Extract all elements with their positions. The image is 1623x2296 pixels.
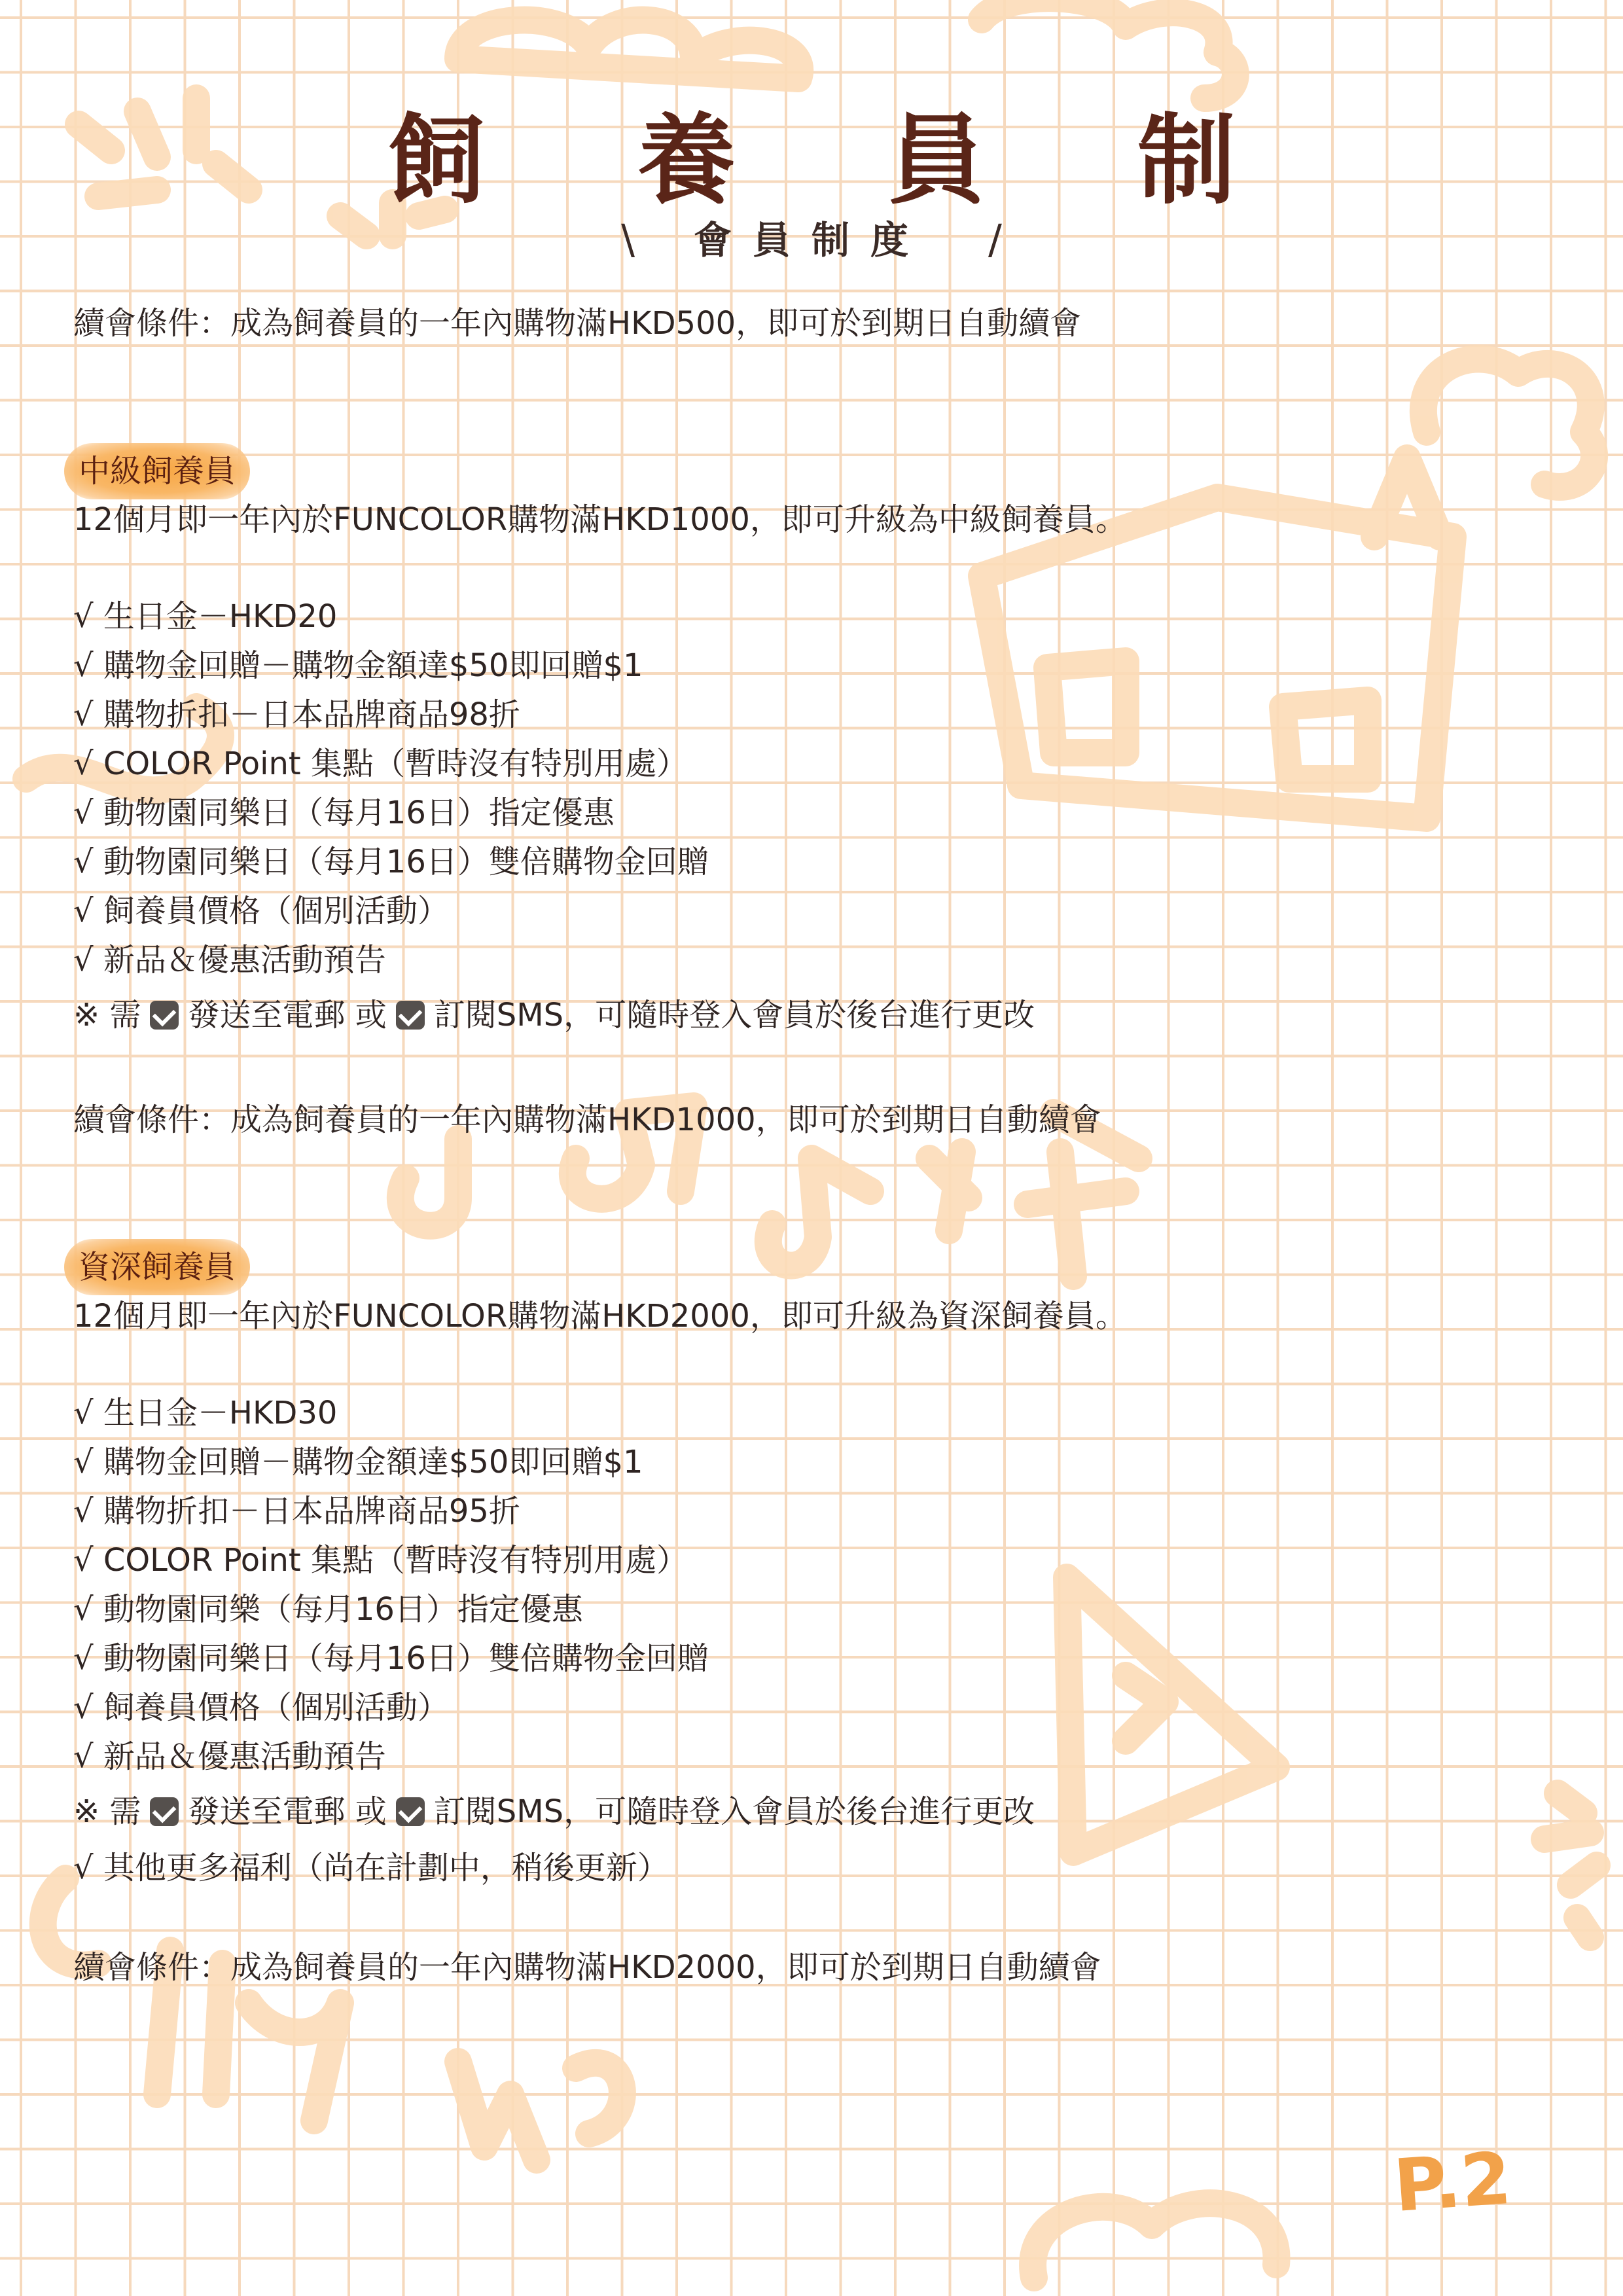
benefit-item: √ 飼養員價格（個別活動） — [73, 1689, 449, 1726]
subtitle-right-slash: / — [988, 215, 1002, 263]
benefit-item: √ 動物園同樂日（每月16日）雙倍購物金回贈 — [73, 844, 709, 880]
subtitle-left-slash: \ — [621, 215, 635, 263]
cloud-doodle — [458, 20, 800, 79]
benefit-item: √ COLOR Point 集點（暫時沒有特別用處） — [73, 745, 688, 782]
benefit-item: √ 動物園同樂日（每月16日）指定優惠 — [73, 795, 615, 831]
benefit-item: √ 動物園同樂日（每月16日）雙倍購物金回贈 — [73, 1640, 709, 1677]
triangle-doodle — [1067, 1577, 1276, 1852]
benefit-item: √ 飼養員價格（個別活動） — [73, 893, 449, 929]
benefit-item: √ 購物折扣－日本品牌商品95折 — [73, 1493, 520, 1530]
benefit-item: √ 購物金回贈－購物金額達$50即回贈$1 — [73, 647, 643, 684]
checkbox-checked-icon — [396, 1797, 425, 1826]
sparkle-doodle — [1544, 1793, 1597, 1937]
tier-upgrade-text: 12個月即一年內於FUNCOLOR購物滿HKD2000，即可升級為資深飼養員。 — [73, 1298, 1127, 1335]
tier-renewal-text: 續會條件：成為飼養員的一年內購物滿HKD2000，即可於到期日自動續會 — [73, 1949, 1101, 1986]
note-prefix: ※ 需 — [73, 997, 141, 1033]
benefit-item: √ 新品＆優惠活動預告 — [73, 1738, 386, 1775]
page-number: P.2 — [1391, 2136, 1514, 2229]
subscription-note — [73, 999, 1035, 1031]
checkbox-checked-icon — [150, 1001, 179, 1030]
subscription-note — [73, 1793, 1035, 1830]
cloud-doodle — [1423, 359, 1594, 486]
benefit-item: √ 生日金－HKD30 — [73, 1395, 338, 1431]
benefit-item: √ 動物園同樂（每月16日）指定優惠 — [73, 1591, 583, 1628]
intro-renewal-text: 續會條件：成為飼養員的一年內購物滿HKD500，即可於到期日自動續會 — [73, 305, 1082, 342]
benefit-item: √ 新品＆優惠活動預告 — [73, 942, 386, 978]
benefit-item: √ COLOR Point 集點（暫時沒有特別用處） — [73, 1542, 688, 1579]
tier-badge-senior: 資深飼養員 — [64, 1239, 250, 1295]
benefit-item: √ 購物折扣－日本品牌商品98折 — [73, 696, 520, 733]
tier-upgrade-text: 12個月即一年內於FUNCOLOR購物滿HKD1000，即可升級為中級飼養員。 — [73, 501, 1127, 538]
page-title: 飼 養 員 制 — [387, 103, 1295, 218]
music-note-doodle — [768, 1152, 969, 1266]
note-option-sms: 訂閱SMS，可隨時登入會員於後台進行更改 — [433, 1793, 1035, 1830]
note-prefix: ※ 需 — [73, 1793, 141, 1830]
tier-badge-intermediate: 中級飼養員 — [64, 443, 250, 499]
tier-renewal-text: 續會條件：成為飼養員的一年內購物滿HKD1000，即可於到期日自動續會 — [73, 1102, 1101, 1138]
note-option-email: 發送至電郵 或 — [188, 1793, 387, 1830]
subtitle-text: 會員制度 — [693, 218, 929, 262]
cloud-doodle — [1033, 2203, 1276, 2278]
house-doodle — [1047, 661, 1368, 779]
triangle-doodle — [1126, 1676, 1165, 1741]
benefit-item-extra: √ 其他更多福利（尚在計劃中，稍後更新） — [73, 1850, 669, 1886]
page-subtitle — [0, 215, 1623, 263]
benefit-item: √ 生日金－HKD20 — [73, 598, 338, 635]
scribble-doodle — [43, 1878, 340, 2121]
note-option-email: 發送至電郵 或 — [188, 997, 387, 1033]
scribble-doodle — [458, 2062, 622, 2160]
checkbox-checked-icon — [150, 1797, 179, 1826]
note-option-sms: 訂閱SMS，可隨時登入會員於後台進行更改 — [433, 997, 1035, 1033]
cloud-doodle — [982, 0, 1236, 98]
checkbox-checked-icon — [396, 1001, 425, 1030]
benefit-item: √ 購物金回贈－購物金額達$50即回贈$1 — [73, 1444, 643, 1480]
